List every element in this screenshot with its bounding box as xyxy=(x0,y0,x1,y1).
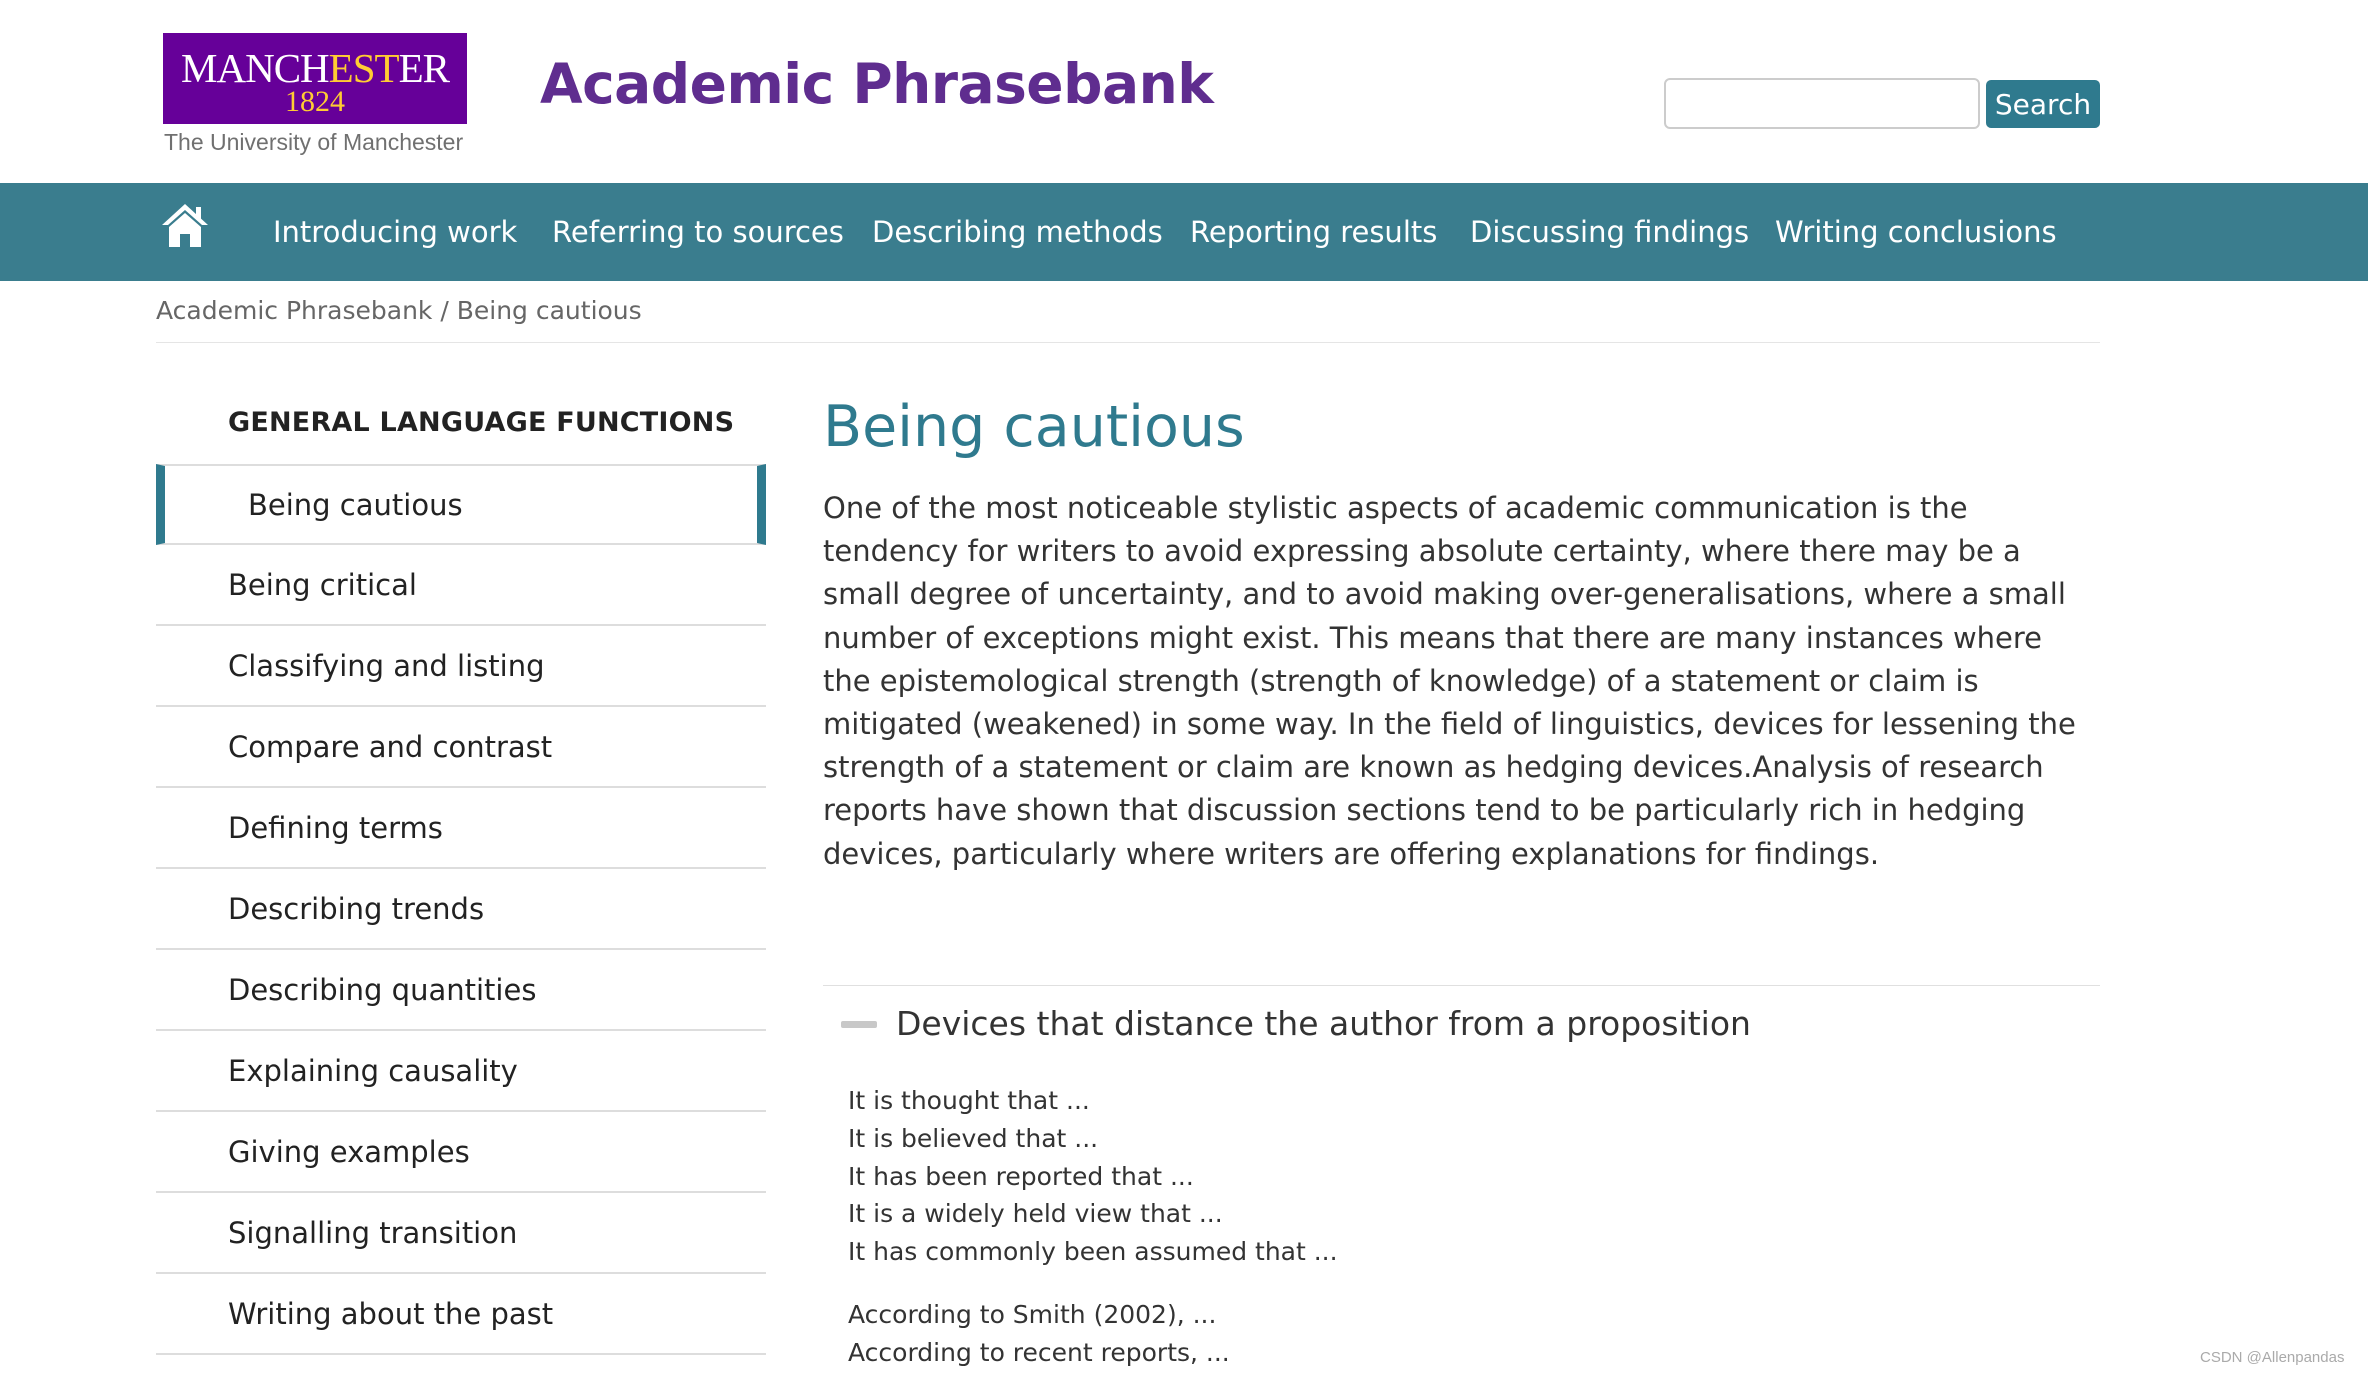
phrase-item: It is thought that ... xyxy=(848,1086,1090,1115)
breadcrumb[interactable]: Academic Phrasebank / Being cautious xyxy=(156,296,642,325)
search-input[interactable] xyxy=(1664,78,1980,129)
nav-item-discussing-findings[interactable]: Discussing findings xyxy=(1470,215,1750,249)
section-divider xyxy=(823,985,2100,986)
nav-item-introducing-work[interactable]: Introducing work xyxy=(273,215,518,249)
sidebar-heading: GENERAL LANGUAGE FUNCTIONS xyxy=(228,407,735,438)
logo-year: 1824 xyxy=(285,85,345,118)
nav-item-reporting-results[interactable]: Reporting results xyxy=(1190,215,1438,249)
logo-subtitle: The University of Manchester xyxy=(164,129,464,155)
logo-box xyxy=(163,33,467,124)
collapse-minus-icon[interactable] xyxy=(841,1021,877,1028)
sidebar-item-compare-and-contrast[interactable]: Compare and contrast xyxy=(156,707,766,788)
nav-item-referring-to-sources[interactable]: Referring to sources xyxy=(552,215,844,249)
accordion-section-title[interactable]: Devices that distance the author from a proposition xyxy=(896,1004,1751,1043)
sidebar-item-giving-examples[interactable]: Giving examples xyxy=(156,1112,766,1193)
phrase-item: It is believed that ... xyxy=(848,1123,1099,1153)
sidebar-item-signalling-transition[interactable]: Signalling transition xyxy=(156,1193,766,1274)
phrase-item: It has been reported that ... xyxy=(848,1161,1194,1191)
sidebar-item-explaining-causality[interactable]: Explaining causality xyxy=(156,1031,766,1112)
site-header xyxy=(0,0,2368,183)
sidebar-item-classifying-and-listing[interactable]: Classifying and listing xyxy=(156,626,766,707)
sidebar-item-writing-about-the-past[interactable]: Writing about the past xyxy=(156,1274,766,1355)
nav-item-describing-methods[interactable]: Describing methods xyxy=(872,215,1163,249)
sidebar-item-defining-terms[interactable]: Defining terms xyxy=(156,788,766,869)
watermark: CSDN @Allenpandas xyxy=(2200,1349,2345,1366)
phrase-group-1 xyxy=(848,1082,1748,1271)
phrase-item: According to Smith (2002), ... xyxy=(848,1300,1217,1329)
phrase-group-2 xyxy=(848,1296,1748,1372)
university-logo[interactable] xyxy=(163,33,467,156)
sidebar-item-describing-quantities[interactable]: Describing quantities xyxy=(156,950,766,1031)
intro-paragraph: One of the most noticeable stylistic aspects of academic communication is the tendency for writers to avoid expressing absolute certainty, where there may be a small degree of uncertainty, and to avoid making over-generalisations, where a small number of exceptions might exist. This means that there are many instances where the epistemological strength (strength of knowledge) of a statement or claim is mitigated (weakened) in some way. In the field of linguistics, devices for lessening the strength of a statement or claim are known as hedging devices.Analysis of research reports have shown that discussion sections tend to be particularly rich in hedging devices, particularly where writers are offering explanations for findings. xyxy=(823,491,2076,871)
sidebar-nav xyxy=(156,464,766,1355)
home-icon[interactable] xyxy=(160,201,210,251)
breadcrumb-divider xyxy=(156,342,2100,343)
main-nav xyxy=(0,183,2368,281)
sidebar-item-being-critical[interactable]: Being critical xyxy=(156,545,766,626)
phrase-item: It is a widely held view that ... xyxy=(848,1199,1223,1229)
page-title: Being cautious xyxy=(823,394,1245,460)
nav-item-writing-conclusions[interactable]: Writing conclusions xyxy=(1775,215,2057,249)
site-title[interactable]: Academic Phrasebank xyxy=(540,52,1214,116)
phrase-item: According to recent reports, ... xyxy=(848,1337,1230,1367)
phrase-item: It has commonly been assumed that ... xyxy=(848,1237,1338,1267)
sidebar-item-being-cautious[interactable]: Being cautious xyxy=(156,464,766,545)
sidebar-item-describing-trends[interactable]: Describing trends xyxy=(156,869,766,950)
search-button[interactable]: Search xyxy=(1986,80,2100,128)
logo-wordmark: MANCHESTER xyxy=(181,45,449,91)
